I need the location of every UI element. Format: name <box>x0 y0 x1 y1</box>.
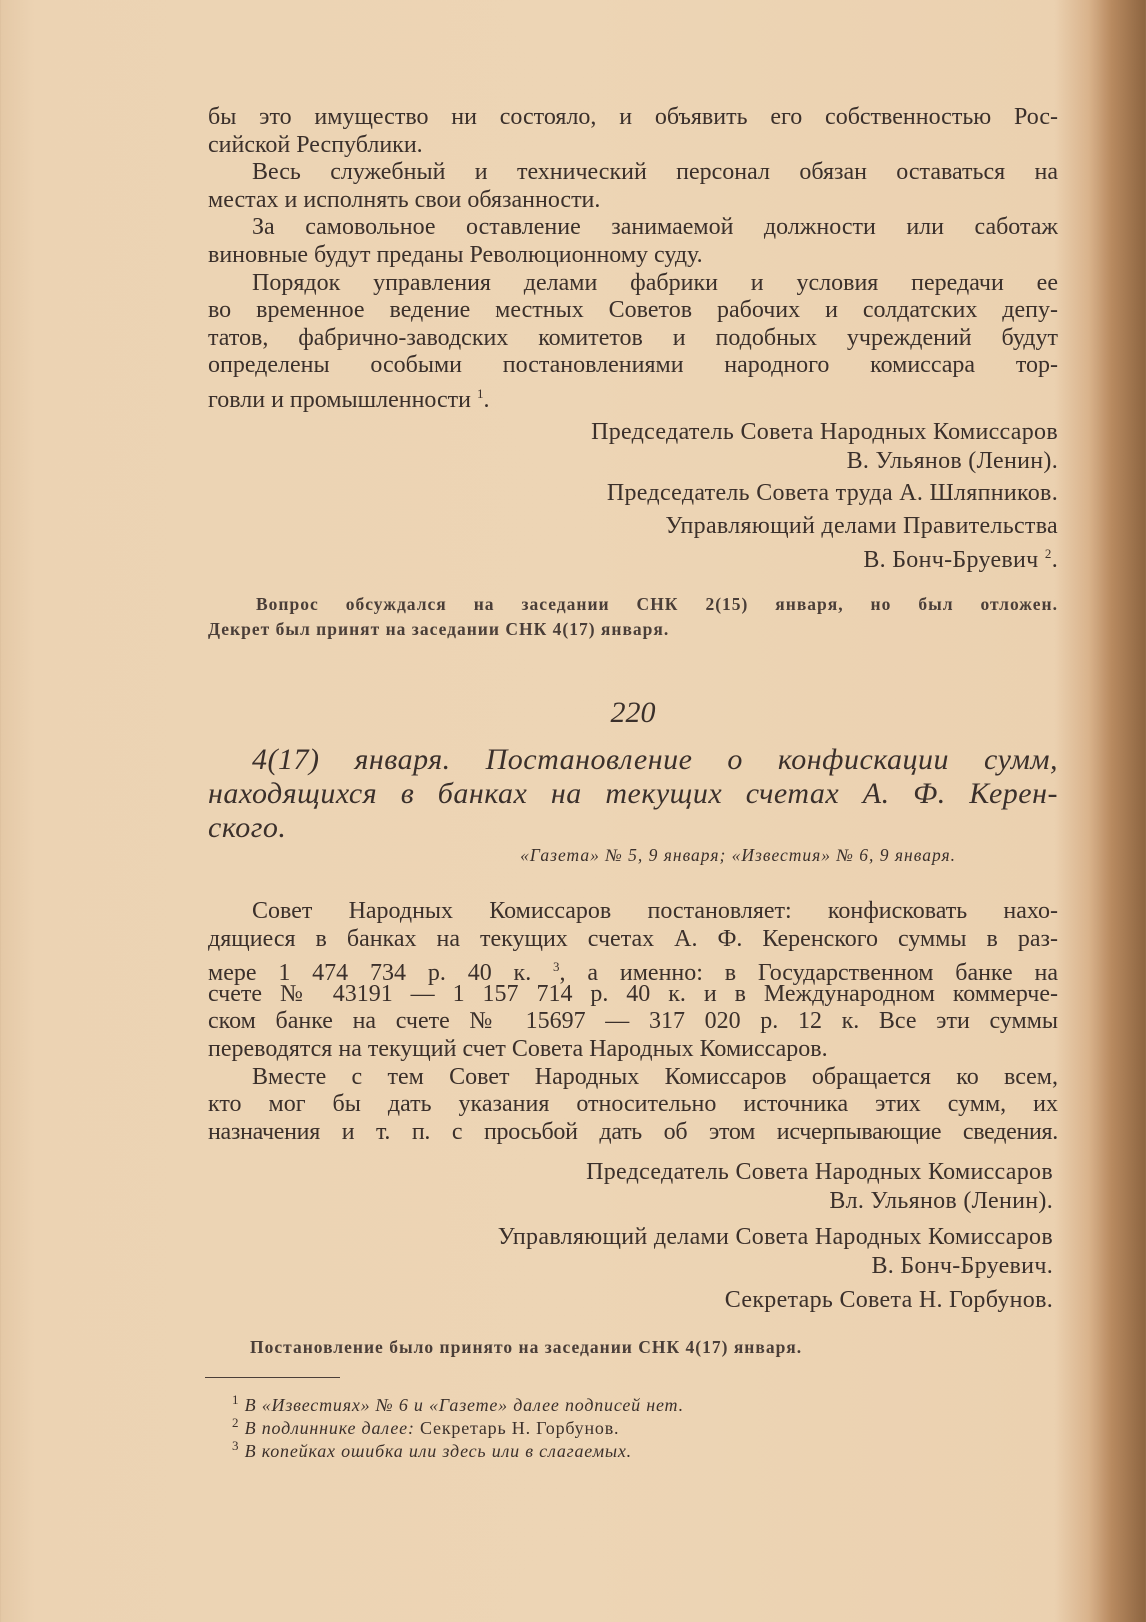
footnote-ref: 1 <box>477 385 484 401</box>
text-line: определены особыми постановлениями народного комиссара тор- <box>208 352 1058 379</box>
text-line: местах и исполнять свои обязанности. <box>208 186 601 213</box>
resolution-text <box>208 898 1058 1146</box>
document-title <box>208 743 1058 845</box>
text-line: сийской Республики. <box>208 131 423 158</box>
note-line: Вопрос обсуждался на заседании СНК 2(15) января, но был отложен. <box>256 594 1058 614</box>
footnote <box>232 1434 632 1463</box>
signature-line: Вл. Ульянов (Ленин). <box>829 1187 1053 1214</box>
signature-line: В. Бонч-Бруевич. <box>871 1252 1053 1279</box>
text-span: говли и промышленности <box>208 386 472 413</box>
note-line: Декрет был принят на заседании СНК 4(17) января. <box>208 619 670 639</box>
signature-line: Управляющий делами Правительства <box>665 512 1058 539</box>
footnote-ref: 2 <box>1044 546 1052 561</box>
signatures-1 <box>208 418 1058 573</box>
footnote-text: В подлиннике далее: <box>244 1418 415 1438</box>
footnote-mark: 3 <box>232 1438 240 1453</box>
text-line <box>208 953 1058 987</box>
punct: . <box>483 386 490 413</box>
title-line: ского. <box>208 811 287 844</box>
text-line: виновные будут преданы Революционному суду. <box>208 241 703 268</box>
text-line: татов, фабрично-заводских комитетов и подобных учреждений будут <box>208 324 1058 351</box>
text-line: За самовольное оставление занимаемой должности или саботаж <box>252 214 1058 241</box>
signature-line: В. Ульянов (Ленин). <box>846 447 1058 474</box>
text-line: кто мог бы дать указания относительно источника этих сумм, их <box>208 1091 1058 1118</box>
editorial-note-1 <box>208 592 1058 642</box>
text-line: переводятся на текущий счет Совета Народных Комиссаров. <box>208 1035 828 1062</box>
text-line <box>208 380 1058 413</box>
footnote-text: Секретарь Н. Горбунов. <box>414 1418 620 1438</box>
footnote-text: В копейках ошибка или здесь или в слагаемых. <box>244 1441 632 1461</box>
signature-line: В. Бонч-Бруевич $^2$. <box>863 546 1058 573</box>
signature-line: Управляющий делами Совета Народных Комиссаров <box>497 1224 1053 1250</box>
footnote-ref: 3 <box>553 959 560 975</box>
signatures-2 <box>208 1158 1053 1315</box>
footnote-mark: 1 <box>232 1392 240 1407</box>
signature-line: Председатель Совета Народных Комиссаров <box>586 1159 1053 1185</box>
editorial-note-2 <box>250 1335 1100 1360</box>
text-line: Порядок управления делами фабрики и условия передачи ее <box>252 269 1058 296</box>
signature-line: Председатель Совета Народных Комиссаров <box>591 419 1058 445</box>
footnote-mark: 2 <box>232 1415 240 1430</box>
signature-name: В. Бонч-Бруевич <box>863 547 1039 573</box>
text-line: счете № 43191 — 1 157 714 р. 40 к. и в Международном коммерче- <box>208 980 1058 1007</box>
document-number: 220 <box>610 696 656 729</box>
signature-line: Председатель Совета труда А. Шляпников. <box>606 480 1058 506</box>
note-line: Постановление было принято на заседании СНК 4(17) января. <box>250 1337 803 1357</box>
footnote-text: В «Известиях» № 6 и «Газете» далее подписей нет. <box>244 1395 684 1415</box>
text-line: назначения и т. п. с просьбой дать об этом исчерпывающие сведения. <box>208 1118 1058 1145</box>
signature-line: Секретарь Совета Н. Горбунов. <box>724 1287 1053 1313</box>
text-span: , а именно: в Государственном банке на <box>559 960 1058 987</box>
decree-text <box>208 104 1058 413</box>
text-line: во временное ведение местных Советов рабочих и солдатских депу- <box>208 297 1058 324</box>
text-line: бы это имущество ни состояло, и объявить его собственностью Рос- <box>208 104 1058 130</box>
text-line: Весь служебный и технический персонал обязан оставаться на <box>252 159 1058 186</box>
source-citation: «Газета» № 5, 9 января; «Известия» № 6, 9 января. <box>520 845 956 865</box>
title-line: 4(17) января. Постановление о конфискации сумм, <box>252 743 1058 776</box>
text-line: дящиеся в банках на текущих счетах А. Ф. Керенского суммы в раз- <box>208 925 1058 952</box>
footnote-divider <box>205 1377 340 1378</box>
text-line: Вместе с тем Совет Народных Комиссаров обращается ко всем, <box>252 1063 1058 1090</box>
title-line: находящихся в банках на текущих счетах А. Ф. Керен- <box>208 777 1058 810</box>
text-line: Совет Народных Комиссаров постановляет: конфисковать нахо- <box>252 898 1058 924</box>
text-line: ском банке на счете № 15697 — 317 020 р. 12 к. Все эти суммы <box>208 1008 1058 1035</box>
text-span: мере 1 474 734 р. 40 к. <box>208 960 532 987</box>
